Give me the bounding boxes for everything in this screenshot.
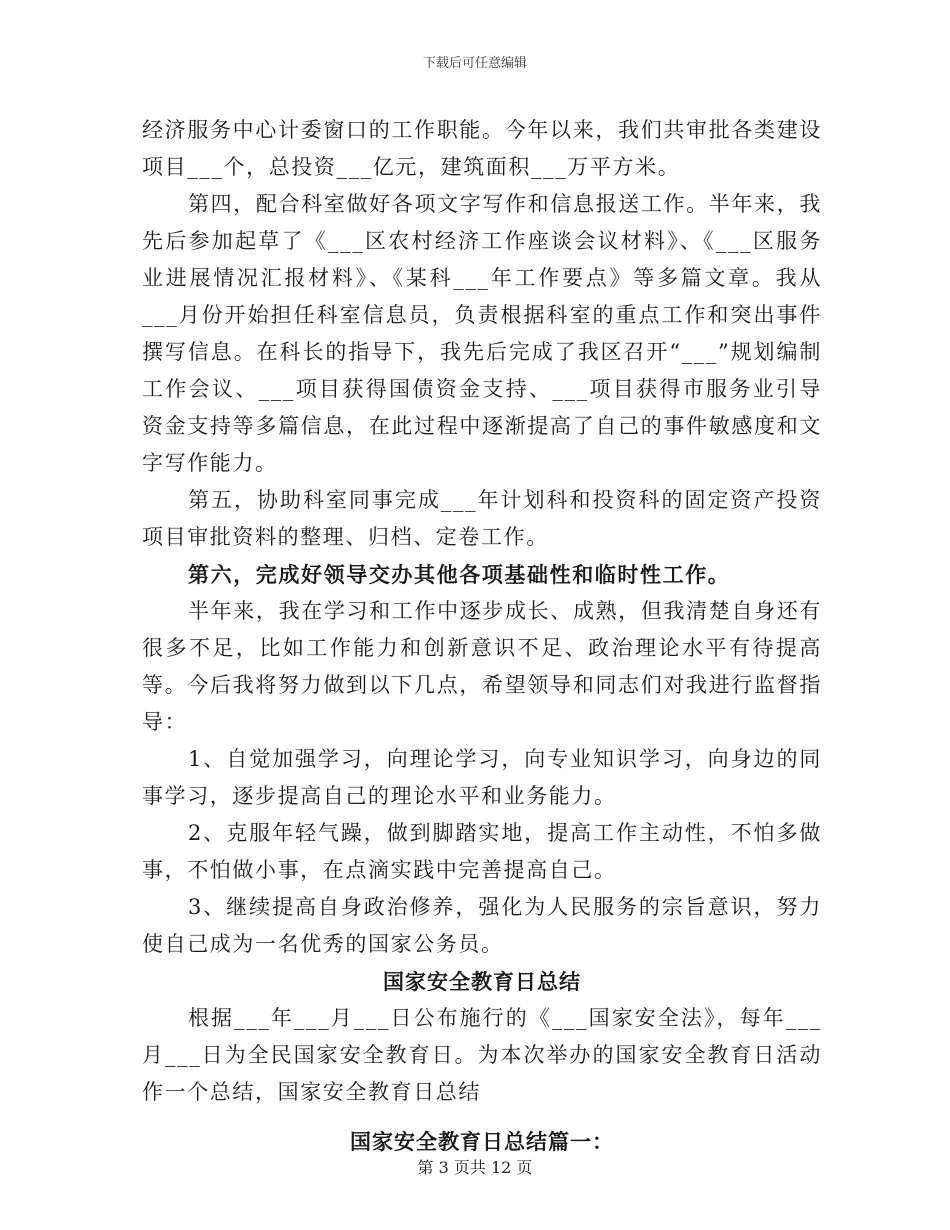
- document-body: [142, 112, 822, 1160]
- page-number: 第 3 页共 12 页: [417, 1158, 533, 1177]
- list-item-two: 2、克服年轻气躁，做到脚踏实地，提高工作主动性，不怕多做事，不怕做小事，在点滴实践中完善提高自己。: [142, 821, 822, 882]
- section-intro: 根据___年___月___日公布施行的《___国家安全法》，每年___月___日为全民国家安全教育日。为本次举办的国家安全教育日活动作一个总结，国家安全教育日总结: [142, 1006, 822, 1104]
- paragraph-item-four: 第四，配合科室做好各项文字写作和信息报送工作。半年来，我先后参加起草了《___区农村经济工作座谈会议材料》、《___区服务业进展情况汇报材料》、《某科___年工作要点》等多篇文章。我从___月份开始担任科室信息员，负责根据科室的重点工作和突出事件撰写信息。在科长的指导下，我先后完成了我区召开“___”规划编制工作会议、___项目获得国债资金支持、___项目获得市服务业引导资金支持等多篇信息，在此过程中逐渐提高了自己的事件敏感度和文字写作能力。: [142, 192, 822, 475]
- paragraph-item-six: 第六，完成好领导交办其他各项基础性和临时性工作。: [188, 562, 731, 587]
- section-title: 国家安全教育日总结: [383, 969, 581, 994]
- section-subtitle: 国家安全教育日总结篇一：: [350, 1129, 614, 1154]
- list-item-one: 1、自觉加强学习，向理论学习，向专业知识学习，向身边的同事学习，逐步提高自己的理论水平和业务能力。: [142, 747, 822, 808]
- paragraph-item-five: 第五，协助科室同事完成___年计划科和投资科的固定资产投资项目审批资料的整理、归档、定卷工作。: [142, 488, 822, 549]
- page-header-note: 下载后可任意编辑: [422, 56, 527, 71]
- paragraph-self-assessment: 半年来，我在学习和工作中逐步成长、成熟，但我清楚自身还有很多不足，比如工作能力和创新意识不足、政治理论水平有待提高等。今后我将努力做到以下几点，希望领导和同志们对我进行监督指导：: [142, 599, 822, 734]
- paragraph-continuation: 经济服务中心计委窗口的工作职能。今年以来，我们共审批各类建设项目___个，总投资___亿元，建筑面积___万平方米。: [142, 118, 822, 179]
- list-item-three: 3、继续提高自身政治修养，强化为人民服务的宗旨意识，努力使自己成为一名优秀的国家公务员。: [142, 895, 822, 956]
